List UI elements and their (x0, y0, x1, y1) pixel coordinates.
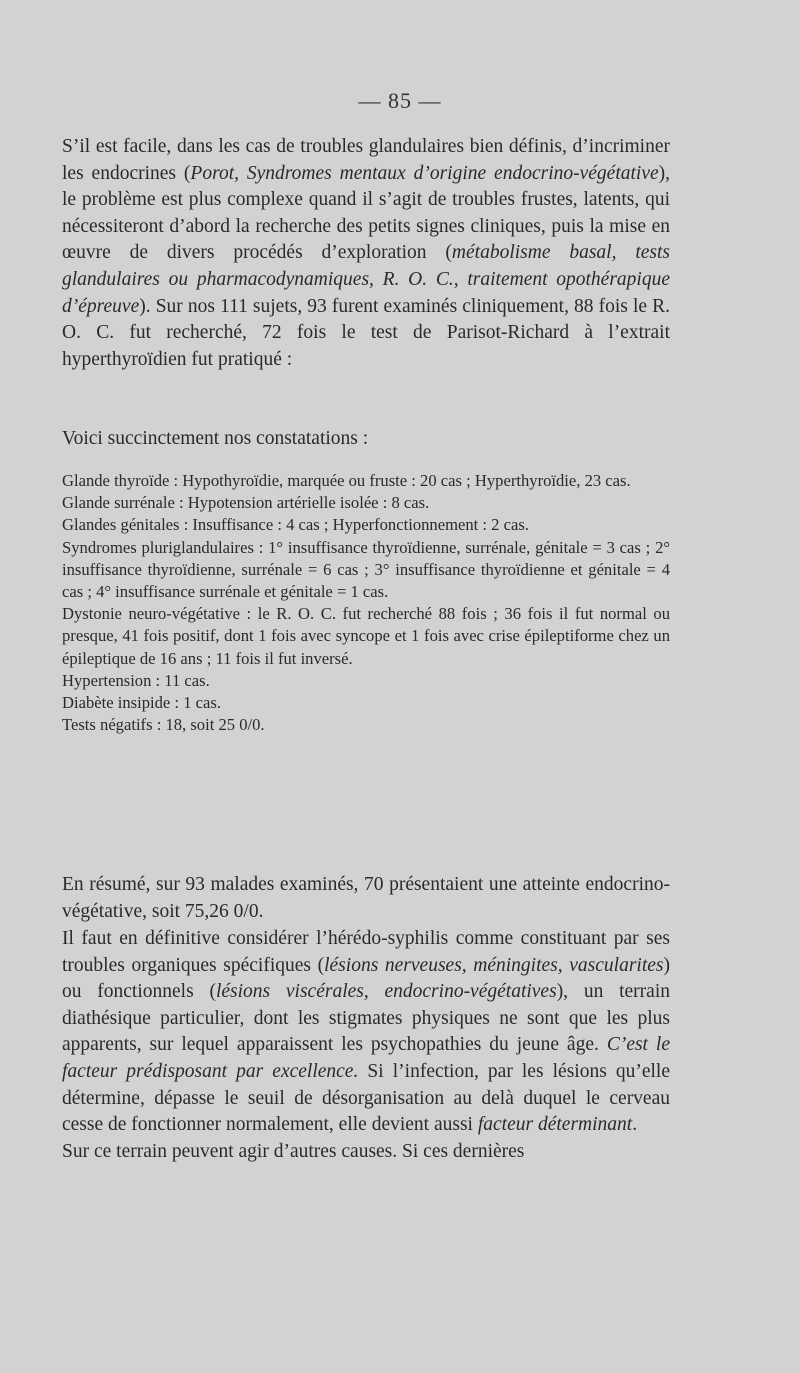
final-text-1: Il faut en définitive considérer l’hérédo-syphilis comme constituant par ses troubles organiques spécifiques ( (62, 928, 670, 976)
voici-line (62, 426, 670, 453)
finding-surrenale: Glande surrénale : Hypotension artérielle isolée : 8 cas. (62, 493, 430, 513)
final-text-5: . (632, 1114, 638, 1136)
last-line: Sur ce terrain peuvent agir d’autres causes. Si ces dernières (62, 1140, 525, 1162)
final-text-4: Si l’infection, par les lésions qu’elle détermine, dépasse le seuil de désorganisation au delà duquel le cerveau cesse de fonctionner normalement, elle devient aussi (62, 1060, 670, 1136)
page-number: — 85 — (358, 88, 442, 113)
final-italic-4: facteur déterminant (477, 1114, 633, 1136)
intro-text-3: ). Sur nos 111 sujets, 93 furent examinés cliniquement, 88 fois le R. O. C. fut recherché, 72 fois le test de Parisot-Richard à l’extrait hyperthyroïdien fut pratiqué : (62, 295, 670, 370)
resume-paragraph (62, 872, 670, 925)
final-italic-3: C’est le facteur prédisposant par excellence. (62, 1034, 670, 1082)
intro-text-1: S’il est facile, dans les cas de troubles glandulaires bien définis, d’incriminer les endocrines ( (62, 136, 670, 184)
findings-list (62, 470, 670, 736)
finding-tests-negatifs: Tests négatifs : 18, soit 25 0/0. (62, 715, 265, 735)
finding-diabete: Diabète insipide : 1 cas. (62, 693, 221, 713)
final-paragraph (62, 926, 670, 1165)
finding-pluriglandulaires: Syndromes pluriglandulaires : 1° insuffisance thyroïdienne, surrénale, génitale = 3 cas ; 2° insuffisance thyroïdienne, surrénale = 6 cas ; 3° insuffisance thyroïdienne et génitale = 4 cas ; 4° insuffisance surrénale et génitale = 1 cas. (62, 537, 670, 602)
final-text-2: ) ou fonctionnels ( (62, 954, 670, 1003)
resume-text: En résumé, sur 93 malades examinés, 70 présentaient une atteinte endocrino-végétative, soit 75,26 0/0. (62, 874, 670, 922)
finding-thyroid: Glande thyroïde : Hypothyroïdie, marquée ou fruste : 20 cas ; Hyperthyroïdie, 23 cas. (62, 471, 631, 490)
intro-italic-1: Porot, Syndromes mentaux d’origine endocrino-végétative (190, 162, 659, 184)
intro-text-2: ), le problème est plus complexe quand il s’agit de troubles frustes, latents, qui nécessiteront d’abord la recherche des petits signes cliniques, puis la mise en œuvre de divers procédés d’exploration ( (62, 162, 671, 264)
finding-hypertension: Hypertension : 11 cas. (62, 670, 210, 690)
final-italic-1: lésions nerveuses, méningites, vascularites (324, 954, 664, 976)
finding-genitales: Glandes génitales : Insuffisance : 4 cas ; Hyperfonctionnement : 2 cas. (62, 515, 529, 535)
intro-paragraph (62, 134, 670, 373)
finding-dystonie: Dystonie neuro-végétative : le R. O. C. fut recherché 88 fois ; 36 fois il fut normal ou presque, 41 fois positif, dont 1 fois avec syncope et 1 fois avec crise épileptiforme chez un épileptique de 16 ans ; 11 fois il fut inversé. (62, 604, 670, 668)
final-text-3: ), un terrain diathésique particulier, dont les stigmates physiques ne sont que les plus apparents, sur lequel apparaissent les psychopathies du jeune âge. (62, 981, 670, 1056)
final-italic-2: lésions viscérales, endocrino-végétatives (215, 981, 557, 1003)
voici-text: Voici succinctement nos constatations : (62, 428, 369, 449)
intro-italic-2: métabolisme basal, tests glandulaires ou pharmacodynamiques, R. O. C., traitement opothérapique d’épreuve (62, 242, 670, 317)
